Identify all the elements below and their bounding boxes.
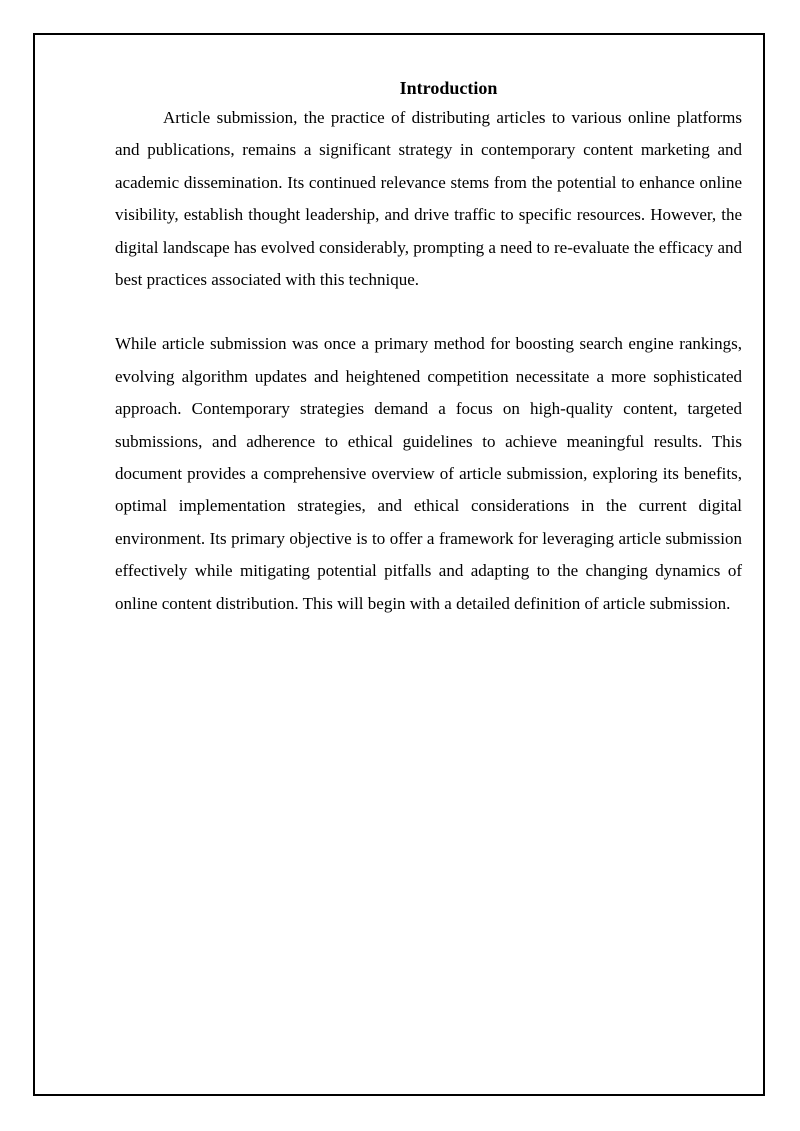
paragraph-body: While article submission was once a primary method for boosting search engine rankings, evolving algorithm updates and heightened competition necessitate a more sophisticated approach. Contemporary strategies demand a focus on high-quality content, targeted submissions, and adherence to ethical guidelines to achieve meaningful results. This document provides a comprehensive overview of article submission, exploring its benefits, optimal implementation strategies, and ethical considerations in the current digital environment. Its primary objective is to offer a framework for leveraging article submission effectively while mitigating potential pitfalls and adapting to the changing dynamics of online content distribution. This will begin with a detailed definition of article submission. xyxy=(115,334,742,613)
page-content xyxy=(115,74,742,620)
section-heading: Introduction xyxy=(399,78,498,98)
paragraph-intro: Article submission, the practice of distributing articles to various online platforms and publications, remains a significant strategy in contemporary content marketing and academic dissemination. Its continued relevance stems from the potential to enhance online visibility, establish thought leadership, and drive traffic to specific resources. However, the digital landscape has evolved considerably, prompting a need to re-evaluate the efficacy and best practices associated with this technique. xyxy=(115,108,742,290)
